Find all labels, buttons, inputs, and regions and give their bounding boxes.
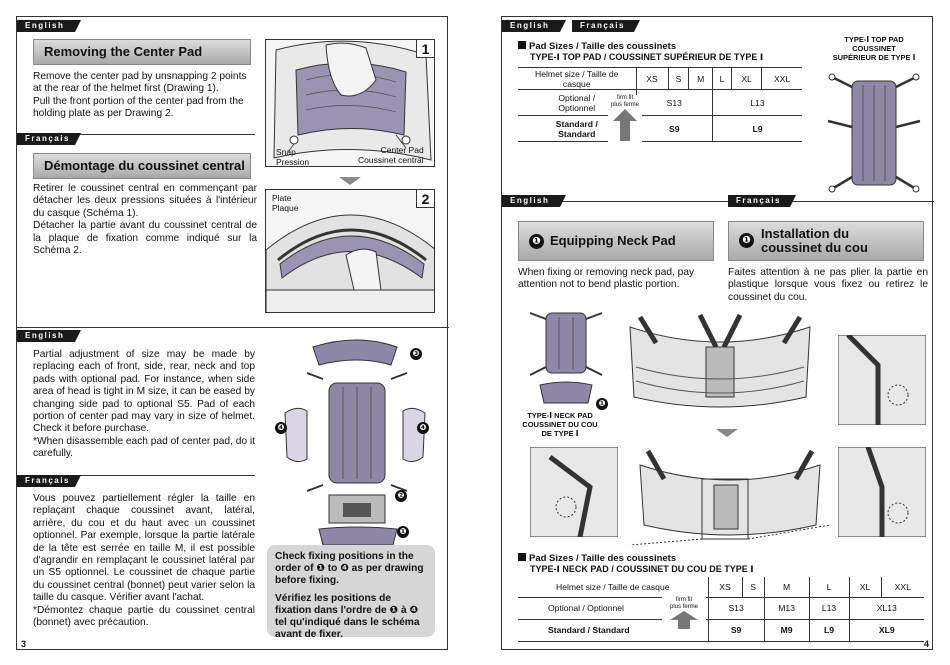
part-number-4-right: ❹ (417, 417, 429, 435)
lang-tab-francais: Français (572, 20, 634, 32)
standard-value-l: L9 (713, 116, 803, 142)
neck-pad-text-fr: Faites attention à ne pas plier la partie en plastique lorsque vous fixez ou retirez le coussinet du cou. (728, 267, 928, 303)
adjustment-text-en: Partial adjustment of size may be made by replacing each of front, side, rear, neck and top pads with optional pad. For instance, when side area of head is tight in M size, it can be eased by changing side pad to optional S5. Pad of each portion of center pad may vary in size of helmet. Check it before purchase. *When disassemble each pad of center pad, do it carefully. (33, 349, 255, 460)
pad-exploded-diagram (267, 335, 443, 545)
neck-install-drawing (620, 307, 820, 427)
size-xl: XL (849, 577, 881, 597)
fixing-notice-fr: Vérifiez les positions de fixation dans l'ordre de ❶ à ❹ tel qu'indiqué dans le schéma avant de fixer. (275, 592, 420, 641)
size-xs: XS (636, 68, 668, 90)
bottom-table-subtitle: TYPE-Ⅰ NECK PAD / COUSSINET DU COU DE TYPE Ⅰ (530, 564, 754, 574)
optional-label: Optional / Optionnel (518, 597, 708, 619)
neck-pad-caption: TYPE-Ⅰ NECK PAD COUSSINET DU COU DE TYPE Ⅰ (522, 411, 598, 438)
firm-fit-indicator (662, 597, 706, 634)
lang-tab-english: English (17, 330, 75, 342)
standard-value-s: S9 (708, 619, 764, 641)
header-label: Helmet size / Taille de casque (518, 577, 708, 597)
arrow-up-icon (613, 109, 637, 141)
lang-tab-francais: Français (17, 133, 75, 145)
part-number-1: ❶ (397, 521, 409, 539)
header-label: Helmet size / Taille de casque (518, 68, 636, 90)
top-table-subtitle: TYPE-Ⅰ TOP PAD / COUSSINET SUPÉRIEUR DE TYPE Ⅰ (530, 52, 764, 62)
size-xxl: XXL (881, 577, 924, 597)
removing-instructions: Remove the center pad by unsnapping 2 points at the rear of the helmet first (Drawing 1). Pull the front portion of the center pad from the holding plate as per Drawing 2. (33, 71, 247, 120)
standard-label: Standard / Standard (518, 116, 636, 142)
drawing-2 (265, 189, 435, 313)
size-l: L (713, 68, 732, 90)
neck-pad-drawing (522, 307, 612, 407)
lang-tab-francais: Français (728, 195, 790, 207)
standard-value-m: M9 (764, 619, 809, 641)
section-title-neck-pad-en: ❶ Equipping Neck Pad (518, 221, 714, 261)
lang-tab-francais: Français (17, 475, 75, 487)
section-title-removing: Removing the Center Pad (33, 39, 251, 65)
size-xxl: XXL (762, 68, 802, 90)
top-pad-caption: TYPE-Ⅰ TOP PAD COUSSINET SUPÉRIEUR DE TYPE Ⅰ (832, 35, 916, 62)
optional-value-xl: XL13 (849, 597, 924, 619)
optional-value-s: S13 (636, 90, 713, 116)
neck-pad-size-table (518, 577, 924, 642)
standard-value-l: L9 (809, 619, 849, 641)
size-xl: XL (732, 68, 762, 90)
firm-fit-label: firm fit plus ferme (669, 597, 698, 610)
neck-installed-drawing (630, 445, 830, 545)
page-number: 4 (924, 639, 930, 649)
lang-tab-english: English (502, 195, 560, 207)
top-table-title: Pad Sizes / Taille des coussinets (518, 41, 676, 52)
top-pad-drawing (824, 67, 924, 197)
lang-tab-english: English (17, 20, 75, 32)
part-number-4-left: ❹ (275, 417, 287, 435)
divider (17, 327, 449, 328)
part-number-2: ❷ (395, 485, 407, 503)
right-page (501, 16, 933, 650)
lang-tab-english: English (502, 20, 560, 32)
standard-value-s: S9 (636, 116, 713, 142)
divider (502, 201, 934, 202)
optional-value-l: L13 (713, 90, 803, 116)
section-title-neck-pad-fr: ❶ Installation du coussinet du cou (728, 221, 924, 261)
square-bullet-icon (518, 553, 526, 561)
neck-pad-text-en: When fixing or removing neck pad, pay attention not to bend plastic portion. (518, 267, 695, 291)
optional-value-m: M13 (764, 597, 809, 619)
bottom-table-title: Pad Sizes / Taille des coussinets (518, 553, 676, 564)
part-number-3: ❸ (410, 343, 422, 361)
left-page (16, 16, 448, 650)
square-bullet-icon (518, 41, 526, 49)
snap-label: Snap Pression (276, 147, 310, 167)
size-xs: XS (708, 577, 742, 597)
firm-fit-indicator (608, 95, 642, 146)
neck-detail-3 (838, 447, 926, 537)
standard-value-xl: XL9 (849, 619, 924, 641)
size-m: M (689, 68, 713, 90)
drawing-number: 1 (416, 40, 434, 58)
optional-value-s: S13 (708, 597, 764, 619)
optional-value-l: L13 (809, 597, 849, 619)
standard-label: Standard / Standard (518, 619, 708, 641)
neck-part-number: ❶ (596, 393, 608, 411)
firm-fit-label: firm fit plus ferme (610, 95, 639, 108)
size-m: M (764, 577, 809, 597)
fixing-notice-en: Check fixing positions in the order of ❶ to ❹ as per drawing before fixing. (275, 551, 424, 587)
size-s: S (742, 577, 764, 597)
section-title-demontage: Démontage du coussinet central (33, 153, 251, 179)
size-l: L (809, 577, 849, 597)
page-number: 3 (21, 639, 27, 649)
optional-label: Optional / Optionnel (518, 90, 636, 116)
arrow-down-icon (339, 177, 361, 185)
top-pad-size-table (518, 67, 802, 142)
plate-label: Plate Plaque (272, 193, 299, 213)
neck-detail-2 (530, 447, 618, 537)
fixing-notice (267, 545, 435, 641)
center-pad-label: Center Pad Coussinet central (358, 145, 424, 165)
neck-detail-1 (838, 335, 926, 425)
arrow-up-icon (664, 611, 704, 629)
drawing-number: 2 (416, 190, 434, 208)
drawing-1 (265, 39, 435, 167)
size-s: S (668, 68, 689, 90)
demontage-instructions: Retirer le coussinet central en commençant par détacher les deux pressions situées à l'intérieur du casque (Schéma 1). Détacher la partie avant du coussinet central de la plaque de fixation comme indiqué sur la Schéma 2. (33, 183, 257, 257)
adjustment-text-fr: Vous pouvez partiellement régler la taille en replaçant chaque coussinet avant, latéral, arrière, du cou et du haut avec un coussinet optionnel. Par exemple, lorsque la partie latérale de la tête est serrée en taille M, il est possible d'agrandir en remplaçant le coussinet latéral par un S5 optionnel. Le coussinet de chaque partie du coussinet central (bonnet) peut varier selon la taille du casque. Vérifier avant l'achat. *Démontez chaque partie du coussinet central (bonnet) avec précaution. (33, 493, 255, 629)
arrow-down-icon (716, 429, 738, 437)
